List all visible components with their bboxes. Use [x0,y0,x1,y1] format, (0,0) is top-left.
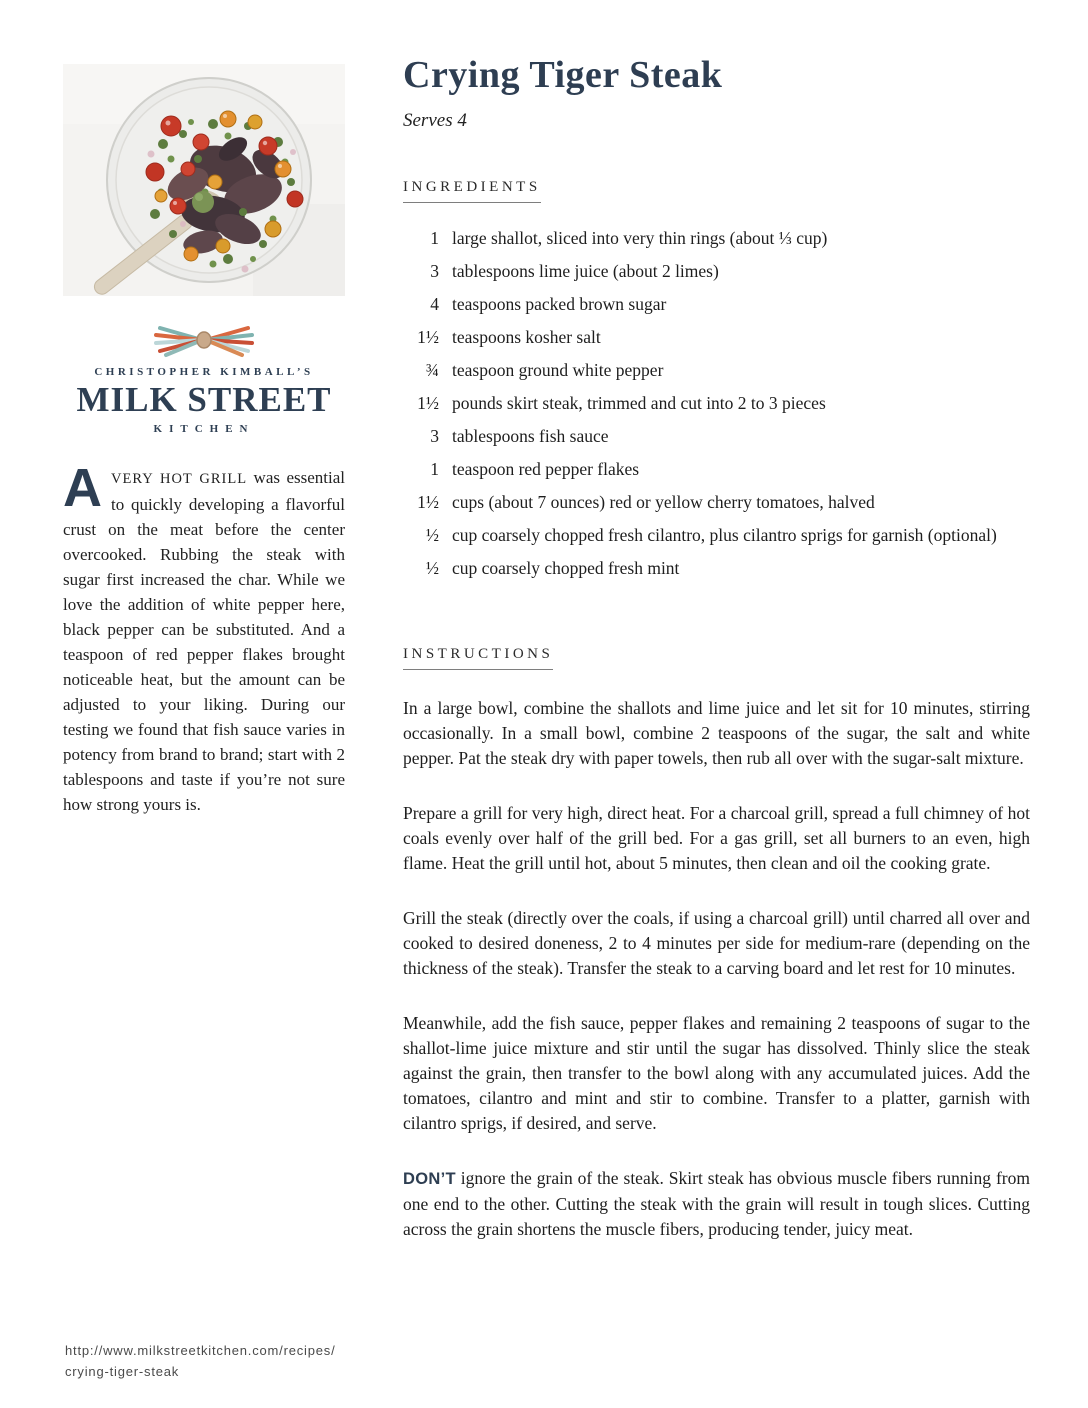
logo-brand-text: MILK STREET [76,380,332,419]
ingredient-row [403,326,1030,349]
serves-label: Serves 4 [403,109,467,131]
ingredient-qty: 1 [430,227,439,248]
intro-body: was essential to quickly developing a flavorful crust on the meat before the center overcooked. Rubbing the steak with sugar first increased the char. While we love the addition of white pepper here, black pepper can be substituted. And a teaspoon of red pepper flakes brought noticeable heat, but the amount can be adjusted to your liking. During our testing we found that fish sauce varies in potency from brand to brand; start with 2 tablespoons and taste if you’re not sure how strong yours is. [63,467,345,814]
ingredient-qty: 1½ [417,392,439,413]
dont-note [403,1166,1030,1242]
instruction-step: Grill the steak (directly over the coals, if using a charcoal grill) until charred all over and cooked to desired doneness, 2 to 4 minutes per side for medium-rare (depending on the thickness of the steak). Transfer the steak to a carving board and let rest for 10 minutes. [403,907,1030,978]
instructions-heading: INSTRUCTIONS [403,646,553,670]
ingredient-row [403,392,1030,415]
instruction-step: Meanwhile, add the fish sauce, pepper flakes and remaining 2 teaspoons of sugar to the shallot-lime juice mixture and stir until the sugar has dissolved. Thinly slice the steak against the grain, then transfer to the bowl along with any accumulated juices. Add the tomatoes, cilantro and mint and stir to combine. Transfer to a platter, garnish with cilantro sprigs, if desired, and serve. [403,1012,1030,1133]
ingredient-qty: 1½ [417,491,439,512]
ingredient-text: teaspoon red pepper flakes [452,458,640,479]
dont-text: ignore the grain of the steak. Skirt steak has obvious muscle fibers running from one end to the other. Cutting the steak with the grain will result in tough slices. Cutting across the grain shortens the muscle fibers, producing tender, juicy meat. [403,1167,1030,1239]
left-column [63,64,345,834]
ingredients-list [403,227,1030,580]
milk-street-logo [63,322,345,435]
ingredient-text: cups (about 7 ounces) red or yellow cherry tomatoes, halved [452,491,875,512]
ingredient-qty: ¾ [425,359,439,380]
ingredient-text: teaspoons kosher salt [452,326,601,347]
source-url-line2: crying-tiger-steak [65,1364,180,1379]
ingredient-qty: 3 [430,260,439,281]
ingredient-row [403,293,1030,316]
ingredient-qty: 4 [430,293,439,314]
intro-lead: VERY HOT GRILL [111,470,248,487]
logo-unit-text: KITCHEN [153,422,255,435]
ingredient-row [403,425,1030,448]
source-url [65,1340,336,1382]
ingredient-row [403,227,1030,250]
source-url-line1: http://www.milkstreetkitchen.com/recipes/ [65,1343,336,1358]
intro-paragraph [63,457,345,817]
ingredient-text: teaspoons packed brown sugar [452,293,667,314]
ingredient-row [403,524,1030,547]
bow-tie-icon [144,322,264,358]
dont-label: DON’T [403,1169,456,1188]
instruction-step: Prepare a grill for very high, direct heat. For a charcoal grill, spread a full chimney of hot coals evenly over half of the grill bed. For a gas grill, set all burners to an even, high flame. Heat the grill until hot, about 5 minutes, then clean and oil the cooking grate. [403,802,1030,873]
ingredient-row [403,557,1030,580]
page-title: Crying Tiger Steak [403,54,723,96]
ingredient-text: teaspoon ground white pepper [452,359,664,380]
recipe-column [403,0,1030,1242]
ingredient-row [403,458,1030,481]
ingredient-qty: ½ [425,557,439,578]
ingredient-qty: 1½ [417,326,439,347]
ingredient-text: tablespoons fish sauce [452,425,609,446]
ingredient-text: cup coarsely chopped fresh cilantro, plus cilantro sprigs for garnish (optional) [452,524,997,545]
ingredient-row [403,359,1030,382]
intro-dropcap: A [63,457,102,518]
ingredient-text: pounds skirt steak, trimmed and cut into 2 to 3 pieces [452,392,826,413]
ingredient-text: tablespoons lime juice (about 2 limes) [452,260,719,281]
ingredient-text: large shallot, sliced into very thin rings (about ⅓ cup) [452,227,828,248]
ingredient-qty: ½ [425,524,439,545]
ingredient-text: cup coarsely chopped fresh mint [452,557,680,578]
instruction-step: In a large bowl, combine the shallots and lime juice and let sit for 10 minutes, stirring occasionally. In a small bowl, combine 2 teaspoons of the sugar, the salt and white pepper. Pat the steak dry with paper towels, then rub all over with the sugar-salt mixture. [403,697,1030,768]
ingredient-qty: 1 [430,458,439,479]
logo-owner-text: CHRISTOPHER KIMBALL’S [94,366,314,378]
recipe-photo [63,64,345,296]
ingredient-qty: 3 [430,425,439,446]
ingredient-row [403,260,1030,283]
ingredients-heading: INGREDIENTS [403,179,541,203]
ingredient-row [403,491,1030,514]
